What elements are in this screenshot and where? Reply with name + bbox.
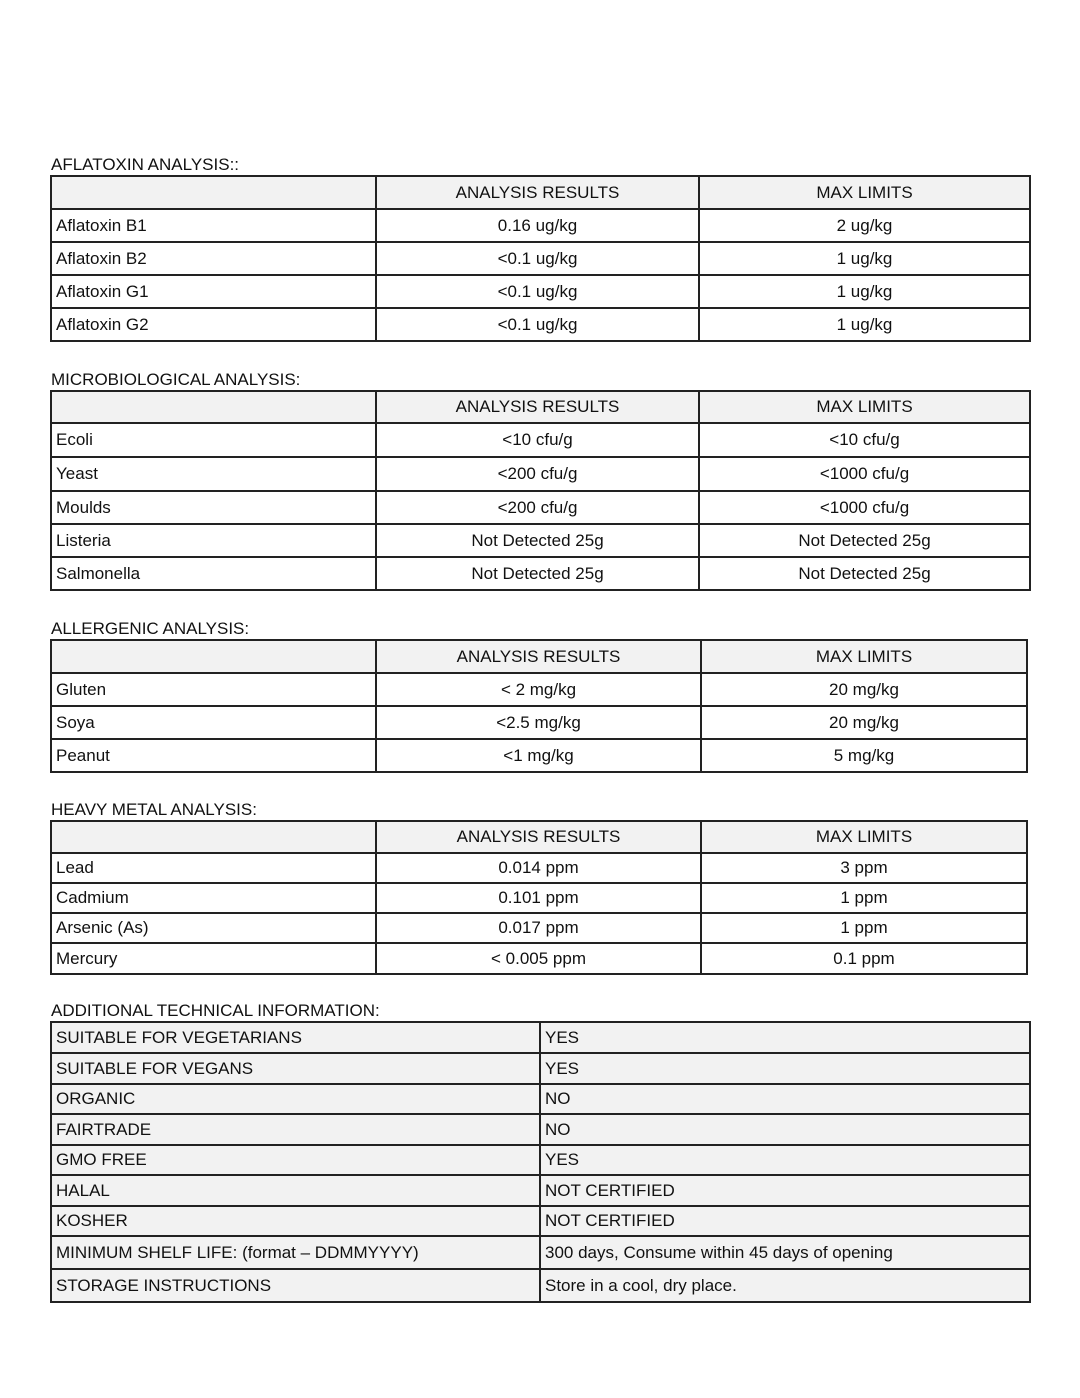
table-row [51,1145,1030,1175]
table-row [51,308,1030,341]
info-value: NOT CERTIFIED [540,1175,1030,1206]
table-row [51,673,1027,706]
table-row [51,883,1027,913]
analysis-result: <0.1 ug/kg [376,242,699,275]
max-limit: 1 ug/kg [699,308,1030,341]
row-label: Soya [51,706,376,739]
allergenic-table [50,639,1028,773]
microbiological-section [50,370,1031,591]
row-label: Arsenic (As) [51,913,376,943]
max-limit: 0.1 ppm [701,943,1027,974]
info-value: YES [540,1145,1030,1175]
info-value: NO [540,1114,1030,1145]
analysis-result: 0.017 ppm [376,913,701,943]
table-header-row [51,821,1027,853]
analysis-result: Not Detected 25g [376,524,699,557]
section-title: MICROBIOLOGICAL ANALYSIS: [51,370,301,389]
header-cell: ANALYSIS RESULTS [376,821,701,853]
header-cell: MAX LIMITS [699,176,1030,209]
analysis-result: < 0.005 ppm [376,943,701,974]
header-cell [51,176,376,209]
allergenic-section [50,619,1028,773]
analysis-result: < 2 mg/kg [376,673,701,706]
table-row [51,1114,1030,1145]
table-row [51,1206,1030,1236]
table-row [51,943,1027,974]
analysis-result: <200 cfu/g [376,457,699,491]
row-label: Peanut [51,739,376,772]
table-row [51,739,1027,772]
info-value: Store in a cool, dry place. [540,1269,1030,1302]
max-limit: <10 cfu/g [699,423,1030,457]
info-value: NOT CERTIFIED [540,1206,1030,1236]
additional-info-table [50,1021,1031,1303]
header-cell: ANALYSIS RESULTS [376,640,701,673]
table-row [51,706,1027,739]
row-label: Cadmium [51,883,376,913]
row-label: Salmonella [51,557,376,590]
analysis-result: <1 mg/kg [376,739,701,772]
info-label: GMO FREE [51,1145,540,1175]
info-label: KOSHER [51,1206,540,1236]
table-row [51,423,1030,457]
additional-info-section [50,1001,1031,1303]
table-header-row [51,176,1030,209]
heavy-metal-section [50,800,1028,975]
header-cell: MAX LIMITS [699,391,1030,423]
header-cell: ANALYSIS RESULTS [376,391,699,423]
row-label: Aflatoxin B2 [51,242,376,275]
heavy-metal-table [50,820,1028,975]
max-limit: 20 mg/kg [701,706,1027,739]
header-cell [51,391,376,423]
analysis-result: <0.1 ug/kg [376,308,699,341]
info-label: HALAL [51,1175,540,1206]
info-label: MINIMUM SHELF LIFE: (format – DDMMYYYY) [51,1236,540,1269]
table-row [51,524,1030,557]
row-label: Aflatoxin B1 [51,209,376,242]
info-label: FAIRTRADE [51,1114,540,1145]
row-label: Mercury [51,943,376,974]
section-title: ALLERGENIC ANALYSIS: [51,619,250,638]
analysis-result: Not Detected 25g [376,557,699,590]
header-cell: MAX LIMITS [701,821,1027,853]
max-limit: <1000 cfu/g [699,457,1030,491]
info-label: SUITABLE FOR VEGANS [51,1053,540,1084]
aflatoxin-section [50,155,1031,342]
header-cell [51,640,376,673]
header-cell [51,821,376,853]
row-label: Listeria [51,524,376,557]
aflatoxin-table [50,175,1031,342]
analysis-result: 0.101 ppm [376,883,701,913]
table-row [51,913,1027,943]
table-row [51,557,1030,590]
header-cell: ANALYSIS RESULTS [376,176,699,209]
max-limit: 2 ug/kg [699,209,1030,242]
table-row [51,209,1030,242]
table-row [51,1084,1030,1114]
table-row [51,242,1030,275]
row-label: Lead [51,853,376,883]
analysis-result: <2.5 mg/kg [376,706,701,739]
table-header-row [51,391,1030,423]
max-limit: 20 mg/kg [701,673,1027,706]
table-row [51,1175,1030,1206]
table-row [51,275,1030,308]
info-value: 300 days, Consume within 45 days of opening [540,1236,1030,1269]
max-limit: Not Detected 25g [699,524,1030,557]
analysis-result: <0.1 ug/kg [376,275,699,308]
row-label: Aflatoxin G2 [51,308,376,341]
microbiological-table [50,390,1031,591]
max-limit: Not Detected 25g [699,557,1030,590]
table-row [51,1269,1030,1302]
table-row [51,1053,1030,1084]
analysis-result: 0.16 ug/kg [376,209,699,242]
max-limit: 1 ppm [701,883,1027,913]
max-limit: 3 ppm [701,853,1027,883]
analysis-result: <10 cfu/g [376,423,699,457]
info-value: YES [540,1022,1030,1053]
table-header-row [51,640,1027,673]
analysis-result: <200 cfu/g [376,491,699,524]
table-row [51,457,1030,491]
table-row [51,853,1027,883]
info-value: YES [540,1053,1030,1084]
max-limit: 1 ug/kg [699,275,1030,308]
info-label: ORGANIC [51,1084,540,1114]
info-label: SUITABLE FOR VEGETARIANS [51,1022,540,1053]
max-limit: 1 ppm [701,913,1027,943]
header-cell: MAX LIMITS [701,640,1027,673]
row-label: Gluten [51,673,376,706]
section-title: AFLATOXIN ANALYSIS:: [51,155,240,174]
section-title: HEAVY METAL ANALYSIS: [51,800,257,819]
max-limit: 1 ug/kg [699,242,1030,275]
table-row [51,1022,1030,1053]
row-label: Ecoli [51,423,376,457]
info-value: NO [540,1084,1030,1114]
row-label: Aflatoxin G1 [51,275,376,308]
analysis-result: 0.014 ppm [376,853,701,883]
table-row [51,1236,1030,1269]
row-label: Moulds [51,491,376,524]
table-row [51,491,1030,524]
max-limit: <1000 cfu/g [699,491,1030,524]
info-label: STORAGE INSTRUCTIONS [51,1269,540,1302]
row-label: Yeast [51,457,376,491]
max-limit: 5 mg/kg [701,739,1027,772]
section-title: ADDITIONAL TECHNICAL INFORMATION: [51,1001,380,1020]
